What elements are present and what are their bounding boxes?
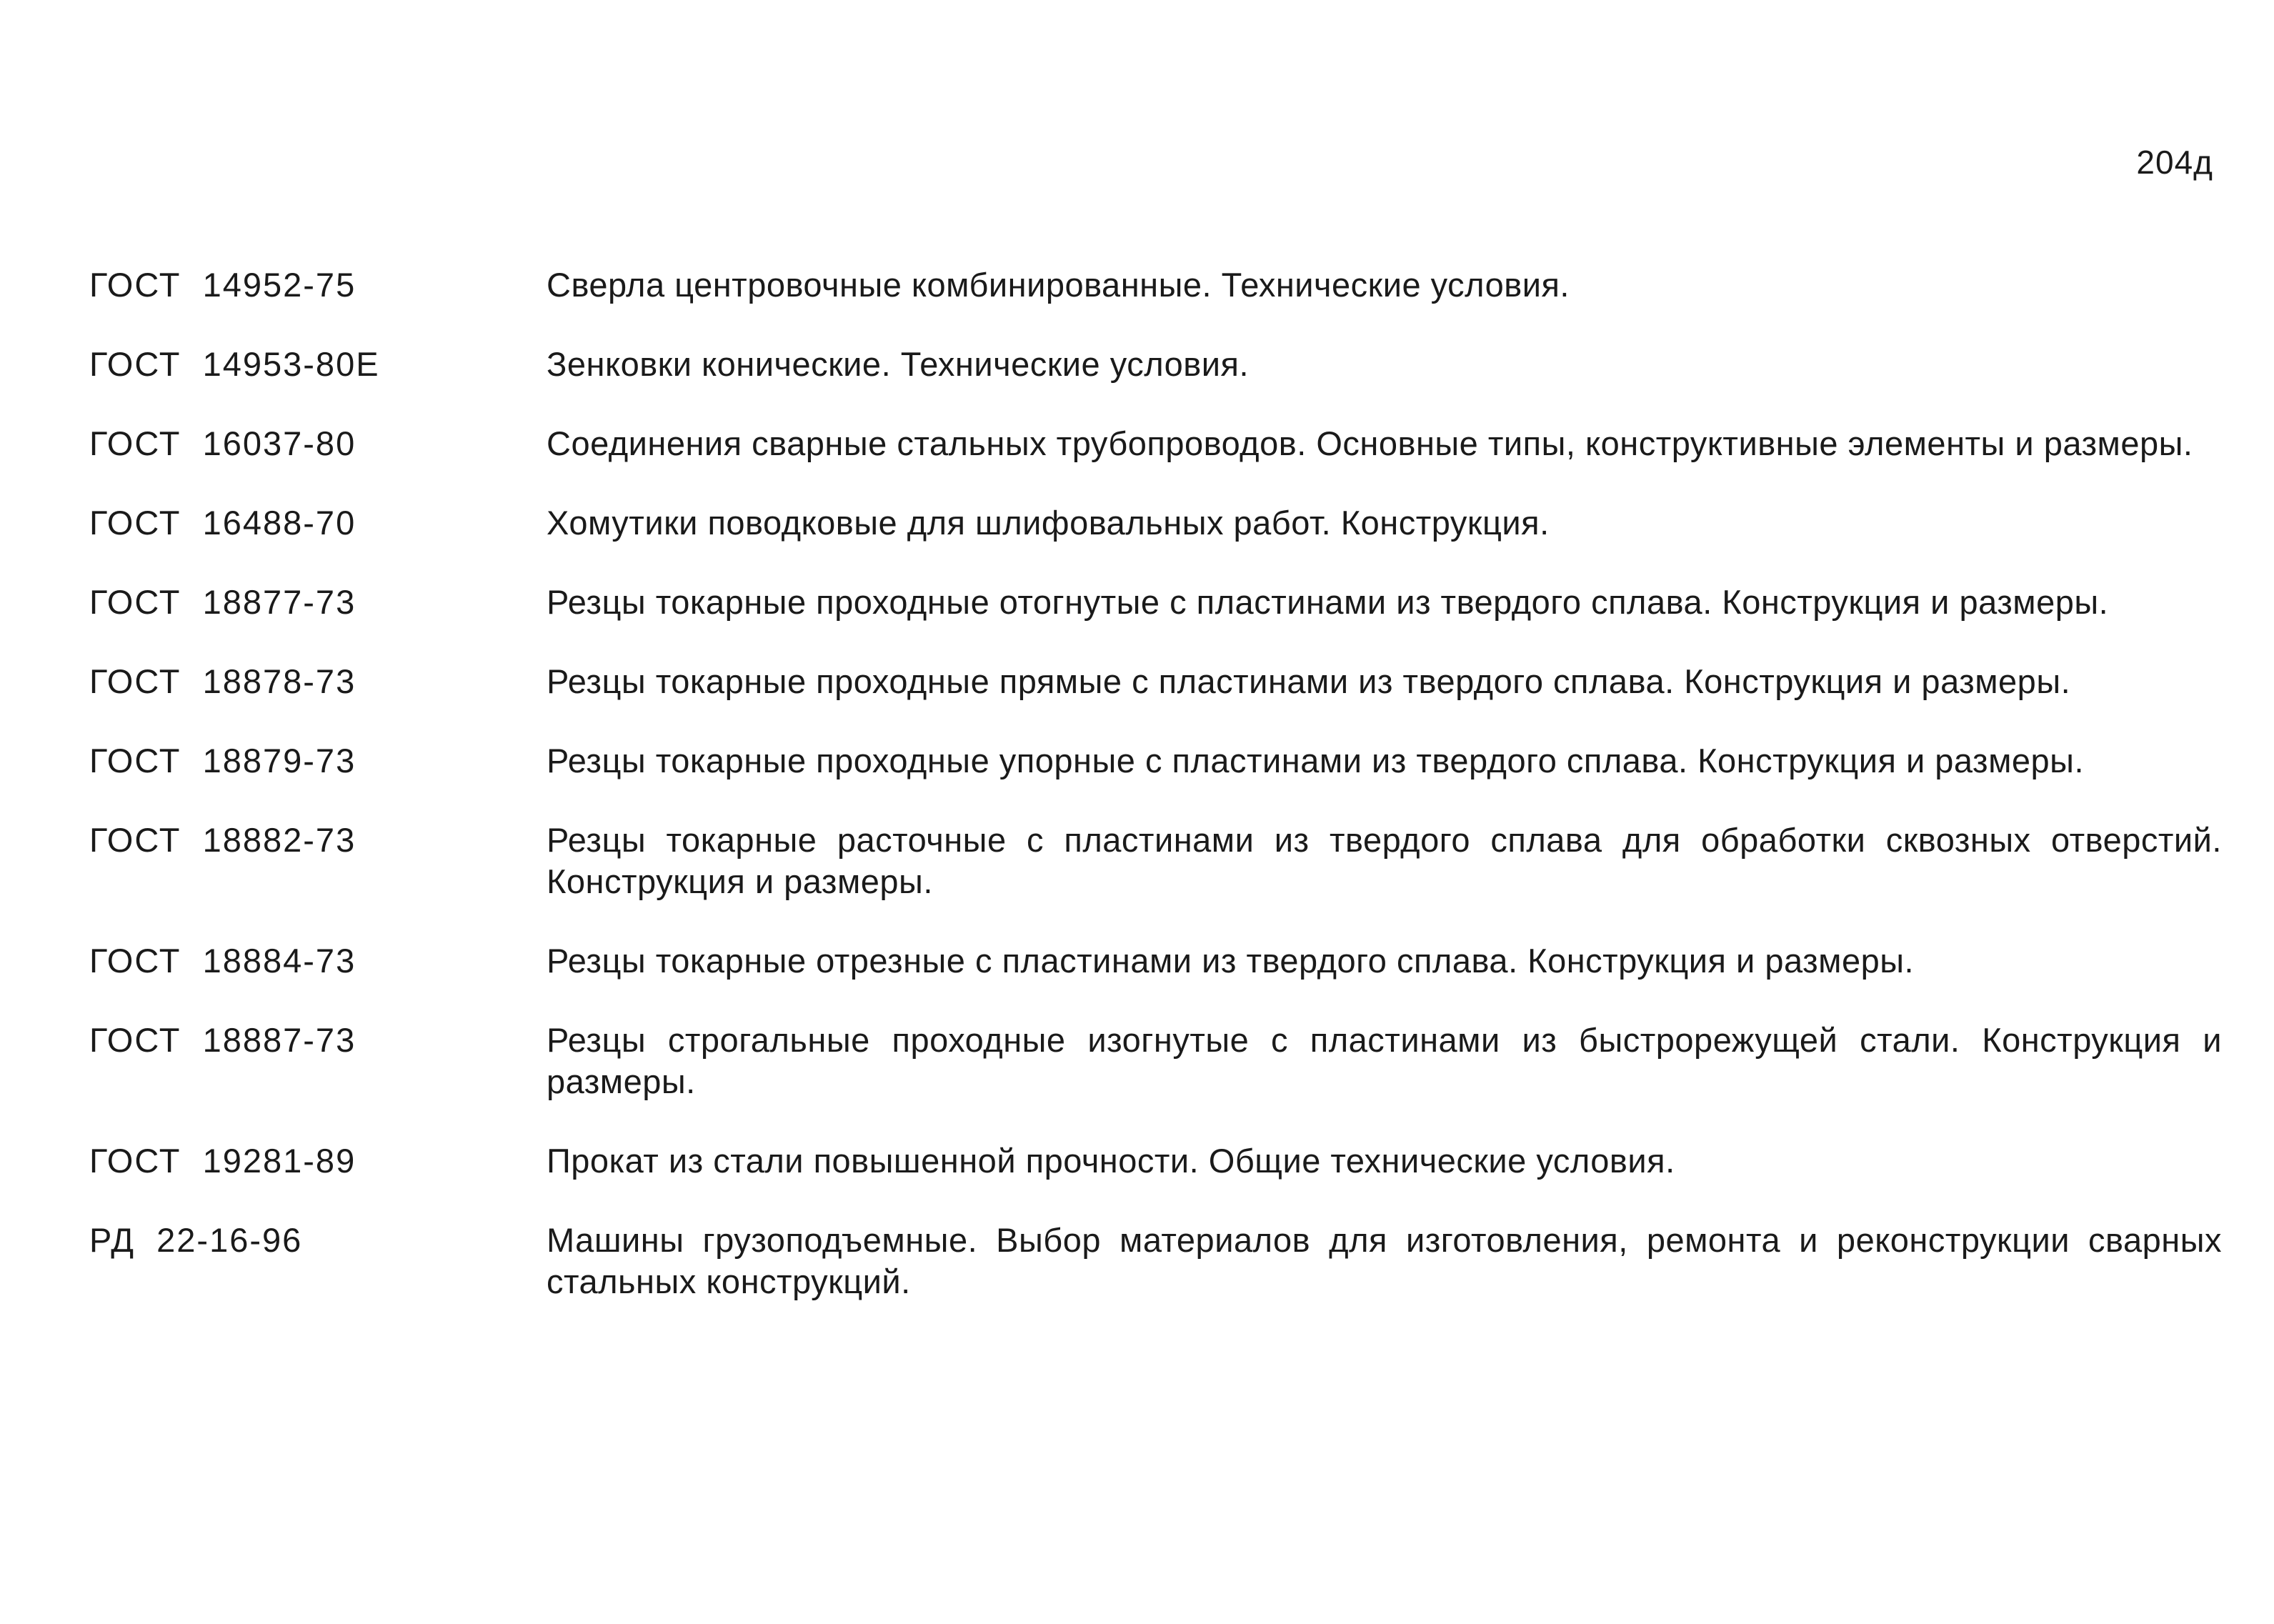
standard-code: ГОСТ 18882-73 (89, 821, 356, 859)
standard-code: ГОСТ 18879-73 (89, 742, 356, 779)
standard-code: ГОСТ 19281-89 (89, 1142, 356, 1180)
standard-title: Зенковки конические. Технические условия. (547, 345, 1250, 383)
list-item (89, 423, 2222, 464)
list-item (89, 740, 2222, 782)
standard-code: ГОСТ 16488-70 (89, 504, 356, 542)
standard-title: Резцы токарные расточные с пластинами из твердого сплава для обработки сквозных отверстий. Конструкция и размеры. (547, 821, 2222, 900)
standard-title: Резцы токарные проходные упорные с пластинами из твердого сплава. Конструкция и размеры. (547, 742, 2085, 779)
standard-title: Соединения сварные стальных трубопроводов. Основные типы, конструктивные элементы и размеры. (547, 424, 2193, 462)
standard-title: Хомутики поводковые для шлифовальных работ. Конструкция. (547, 504, 1550, 542)
standard-title: Резцы токарные проходные отогнутые с пластинами из твердого сплава. Конструкция и размеры. (547, 583, 2109, 621)
standard-title: Сверла центровочные комбинированные. Технические условия. (547, 266, 1570, 304)
list-item (89, 344, 2222, 385)
list-item (89, 264, 2222, 306)
standard-code: ГОСТ 16037-80 (89, 424, 356, 462)
standard-code: РД 22-16-96 (89, 1221, 303, 1259)
list-item (89, 1220, 2222, 1302)
standard-code: ГОСТ 18887-73 (89, 1021, 356, 1059)
standard-code: ГОСТ 18884-73 (89, 942, 356, 980)
standard-title: Машины грузоподъемные. Выбор материалов для изготовления, ремонта и реконструкции сварных стальных конструкций. (547, 1221, 2222, 1300)
list-item (89, 820, 2222, 902)
list-item (89, 502, 2222, 544)
list-item (89, 940, 2222, 982)
standard-title: Прокат из стали повышенной прочности. Общие технические условия. (547, 1142, 1675, 1180)
standard-title: Резцы токарные отрезные с пластинами из твердого сплава. Конструкция и размеры. (547, 942, 1915, 980)
standard-code: ГОСТ 18877-73 (89, 583, 356, 621)
standard-title: Резцы токарные проходные прямые с пластинами из твердого сплава. Конструкция и размеры. (547, 662, 2071, 700)
list-item (89, 1140, 2222, 1182)
standard-code: ГОСТ 14952-75 (89, 266, 356, 304)
standards-list (89, 264, 2222, 1340)
standard-code: ГОСТ 18878-73 (89, 662, 356, 700)
list-item (89, 1020, 2222, 1102)
list-item (89, 582, 2222, 623)
standard-code: ГОСТ 14953-80Е (89, 345, 380, 383)
list-item (89, 661, 2222, 702)
standard-title: Резцы строгальные проходные изогнутые с пластинами из быстрорежущей стали. Конструкция и размеры. (547, 1021, 2222, 1100)
page-number: 204д (2136, 144, 2213, 181)
